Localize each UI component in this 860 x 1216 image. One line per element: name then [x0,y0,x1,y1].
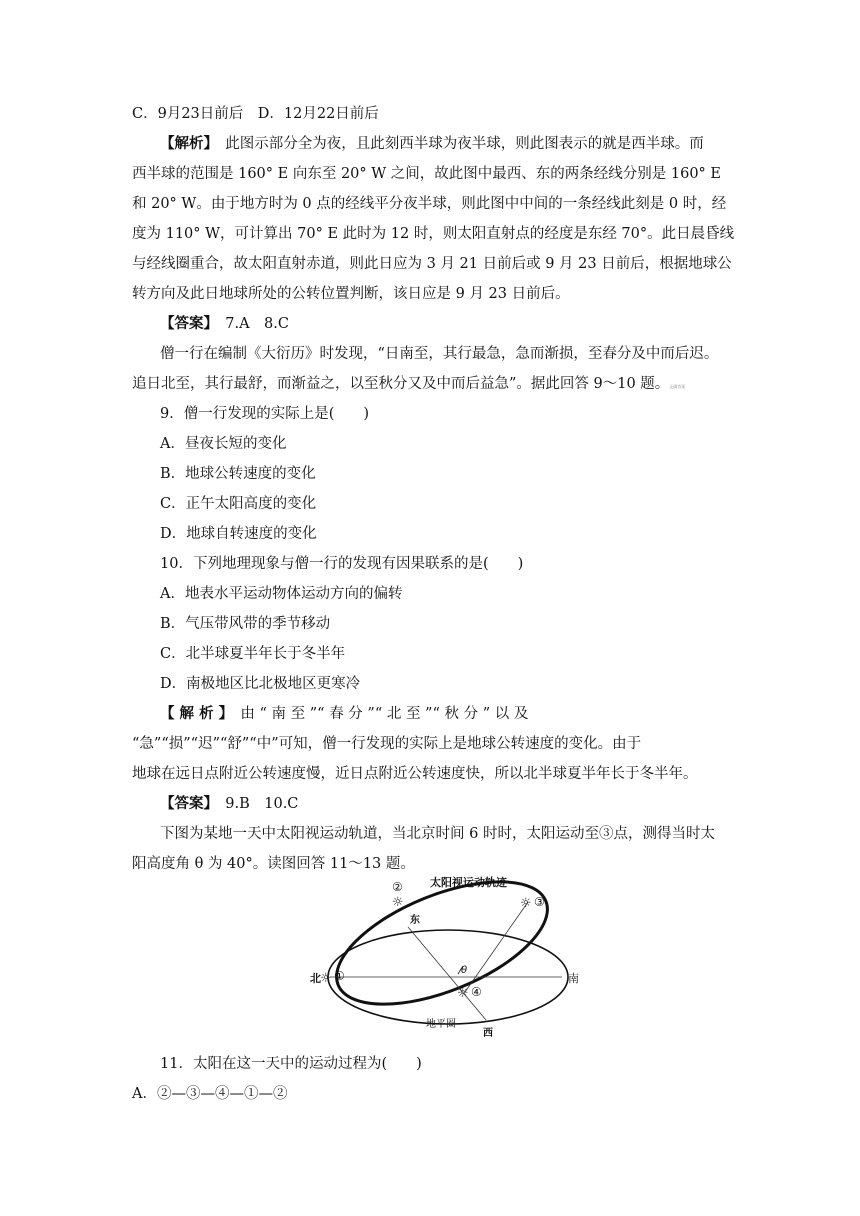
point-4-label: ④ [471,985,482,999]
option-a: A．②—③—④—①—② [132,1086,288,1102]
option-c: C．北半球夏半年长于冬半年 [160,646,346,662]
analysis-line [160,704,760,724]
west-label: 西 [483,1028,493,1039]
text: 9.B 10.C [210,796,299,812]
point-1-label: ① [334,969,345,983]
passage-line [132,374,732,397]
altitude-line [465,902,528,992]
text: 7.A 8.C [210,316,289,332]
option-a: A．地表水平运动物体运动方向的偏转 [160,586,403,602]
south-label: 南 [568,972,579,985]
east-label: 东 [410,915,420,926]
answer-tag: 【答案】 [160,315,211,332]
sun-icon: ☼ [320,971,332,986]
analysis-line: 西半球的范围是 160° E 向东至 20° W 之间，故此图中最西、东的两条经线分别是 160° E [132,166,721,182]
analysis-line: 地球在远日点附近公转速度慢，近日点附近公转速度快，所以北半球夏半年长于冬半年。 [132,766,698,782]
horizon-label: 地平圈 [426,1019,456,1030]
question-10: 10．下列地理现象与僧一行的发现有因果联系的是( ) [160,556,524,572]
text: 追日北至，其行最舒，而渐益之，以至秋分又及中而后益急”。据此回答 9～10 题。 [132,376,670,392]
analysis-line: “急”“损”“迟”“舒”“中”可知，僧一行发现的实际上是地球公转速度的变化。由于 [132,736,642,752]
question-9: 9．僧一行发现的实际上是( ) [160,406,370,422]
analysis-line: 度为 110° W，可计算出 70° E 此时为 12 时，则太阳直射点的经度是东经 70°。此日晨昏线 [132,226,735,242]
sun-icon: ☼ [520,896,532,911]
north-label: 北 [310,972,321,985]
option-c: C．正午太阳高度的变化 [160,496,317,512]
analysis-line: 转方向及此日地球所处的公转位置判断，该日应是 9 月 23 日前后。 [132,286,570,302]
analysis-tag: 【 解 析 】 [160,705,226,722]
option-line: C．9月23日前后 D．12月22日前后 [132,106,379,122]
passage-line: 下图为某地一天中太阳视运动轨道，当北京时间 6 时时，太阳运动至③点，测得当时太 [160,826,715,842]
option-b: B．气压带风带的季节移动 [160,616,331,632]
analysis-line: 和 20° W。由于地方时为 0 点的经线平分夜半球，则此图中中间的一条经线此刻是 0 时，经 [132,196,727,212]
sun-path-ellipse [320,870,564,1029]
sun-icon: ☼ [392,895,404,910]
analysis-line: 与经线圈重合，故太阳直射赤道，则此日应为 3 月 21 日前后或 9 月 23 日前后，根据地球公 [132,256,732,272]
answer-line [160,314,760,334]
figure-title: 太阳视运动轨迹 [430,876,507,889]
east-west-line [408,927,486,1020]
point-2-label: ② [392,880,403,894]
question-11: 11．太阳在这一天中的运动过程为( ) [160,1056,422,1072]
text: 由 “ 南 至 ”“ 春 分 ”“ 北 至 ”“ 秋 分 ” 以 及 [225,706,529,722]
sun-icon: ☼ [457,986,469,1001]
analysis-line [160,134,760,154]
analysis-tag: 【解析】 [160,135,211,152]
answer-line [160,794,760,814]
option-d: D．南极地区比北极地区更寒冷 [160,676,361,692]
passage-line: 阳高度角 θ 为 40°。读图回答 11～13 题。 [132,856,415,872]
option-d: D．地球自转速度的变化 [160,526,317,542]
point-3-label: ③ [534,895,545,909]
theta-label: θ [461,965,468,976]
text: 此图示部分全为夜，且此刻西半球为夜半球，则此图表示的就是西半球。而 [210,136,704,152]
passage-line: 僧一行在编制《大衍历》时发现，“日南至，其行最急，急而渐损，至春分及中而后迟。 [160,346,719,362]
sun-path-figure [300,870,600,1050]
answer-tag: 【答案】 [160,795,211,812]
option-b: B．地球公转速度的变化 [160,466,316,482]
watermark-note: 正确答案 [669,384,686,389]
option-a: A．昼夜长短的变化 [160,436,287,452]
